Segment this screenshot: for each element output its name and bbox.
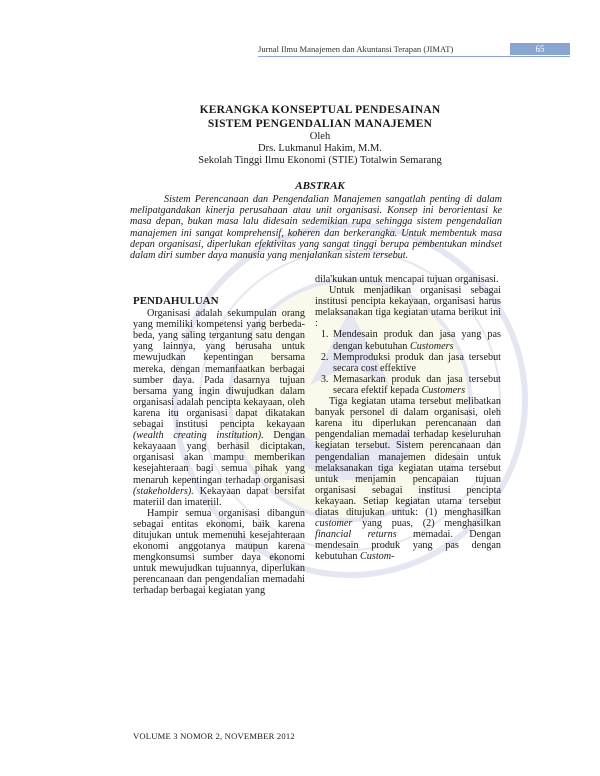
left-column [133, 296, 305, 597]
paragraph-1 [133, 308, 305, 508]
section-heading: PENDAHULUAN [133, 295, 219, 307]
activity-list [315, 329, 501, 396]
paragraph-4 [315, 396, 501, 562]
paragraph-1-text-c: Kekayaan dapat bersifat materiil dan imateriil. [133, 485, 305, 508]
paragraph-1-emphasis-1: (wealth creating institution). [133, 430, 264, 442]
title-line-1: KERANGKA KONSEPTUAL PENDESAINAN [199, 104, 441, 116]
list-item [331, 374, 501, 396]
list-item-text: Memproduksi produk dan jasa tersebut secara cost effektive [333, 351, 501, 374]
by-label: Oleh [309, 131, 331, 142]
paragraph-4-emphasis-1: customer [315, 518, 353, 530]
list-item [331, 329, 501, 351]
paragraph-4-emphasis-2: financial returns [315, 529, 397, 541]
list-item-text: Memasarkan produk dan jasa tersebut secara efektif kepada [333, 373, 501, 396]
paragraph-continued: dila'kukan untuk mencapai tujuan organisasi. [315, 274, 499, 285]
paragraph-1-text-b: Dengan kekayaaan yang berhasil diciptakan, organisasi akan mampu memberikan kesejahteraan bagi semua pihak yang menaruh kepentingan terhadap organisasi [133, 430, 305, 486]
paragraph-4-text-b: yang puas, (2) menghasilkan [352, 518, 501, 530]
paragraph-2: Hampir semua organisasi dibangun sebagai entitas ekonomi, baik karena ditujukan untuk memenuhi kesejahteraan ekonomi anggotanya maupun karena mengkonsumsi sumber daya ekonomi untuk mewujudkan tujuannya, diperlukan perencanaan dan pengendalian memadahi terhadap berbagai kegiatan yang [133, 507, 305, 597]
paragraph-4-text-a: Tiga kegiatan utama tersebut melibatkan banyak personel di dalam organisasi, oleh karena itu diperlukan perencanaan dan pengendalian memadai terhadap keseluruhan kegiatan tersebut. Sistem perencanaan dan pengendalian manajemen didesain untuk melaksanakan tiga kegiatan utama tersebut untuk menjamin pencapaian tujuan organisasi sebagai institusi pencipta kekayaan. Setiap kegiatan utama tersebut diatas ditujukan untuk: (1) menghasilkan [315, 396, 501, 518]
right-column [315, 274, 501, 562]
list-item-text: Mendesain produk dan jasa yang pas dengan kebutuhan [333, 329, 501, 352]
paragraph-1-text-a: Organisasi adalah sekumpulan orang yang memiliki kompetensi yang berbeda-beda, yang saling tergantung satu dengan yang lainnya, yang berusaha untuk mewujudkan kepentingan bersama mereka, dengan memanfaatkan berbagai sumber daya. Pada dasarnya tujuan bersama yang ingin diwujudkan dalam organisasi adalah pencipta kekayaan, oleh karena itu organisasi dapat dikatakan sebagai institusi pencipta kekayaan [133, 308, 305, 431]
abstract-text: Sistem Perencanaan dan Pengendalian Manajemen sangatlah penting di dalam melipatgandakan kinerja perusahaan atau unit organisasi. Konsep ini berorientasi ke masa depan, bukan masa lalu didesain sedemikian rupa sehingga sistem pengendalian manajemen ini sangat komprehensif, koheren dan berkerangka. Untuk membentuk masa depan organisasi, diperlukan efektivitas yang sangat tinggi berupa pembentukan mindset dalam diri sumber daya manusia yang menjalankan sistem tersebut. [130, 194, 502, 262]
paragraph-4-text-c: memadai. Dengan mendesain produk yang pas dengan kebutuhan [315, 529, 501, 563]
header-rule [258, 56, 570, 57]
journal-header: Jurnal Ilmu Manajemen dan Akuntansi Terapan (JIMAT) [258, 44, 454, 54]
paragraph-3: Untuk menjadikan organisasi sebagai institusi pencipta kekayaan, organisasi harus melaksanakan tiga kegiatan utama berikut ini : [315, 285, 501, 330]
abstract-heading: ABSTRAK [295, 180, 345, 192]
paragraph-4-emphasis-3: Custom- [359, 551, 395, 563]
list-item-emphasis: Customers [409, 340, 454, 352]
list-item [331, 352, 501, 374]
title-line-2: SISTEM PENGENDALIAN MANAJEMEN [207, 118, 433, 130]
author-institution: Sekolah Tinggi Ilmu Ekonomi (STIE) Totalwin Semarang [198, 155, 442, 166]
author-name: Drs. Lukmanul Hakim, M.M. [258, 143, 382, 154]
volume-footer: VOLUME 3 NOMOR 2, NOVEMBER 2012 [133, 731, 295, 741]
list-item-emphasis: Customers [421, 384, 466, 396]
paragraph-1-emphasis-2: (stakeholders). [133, 485, 194, 497]
page-number-badge: 65 [510, 43, 570, 55]
